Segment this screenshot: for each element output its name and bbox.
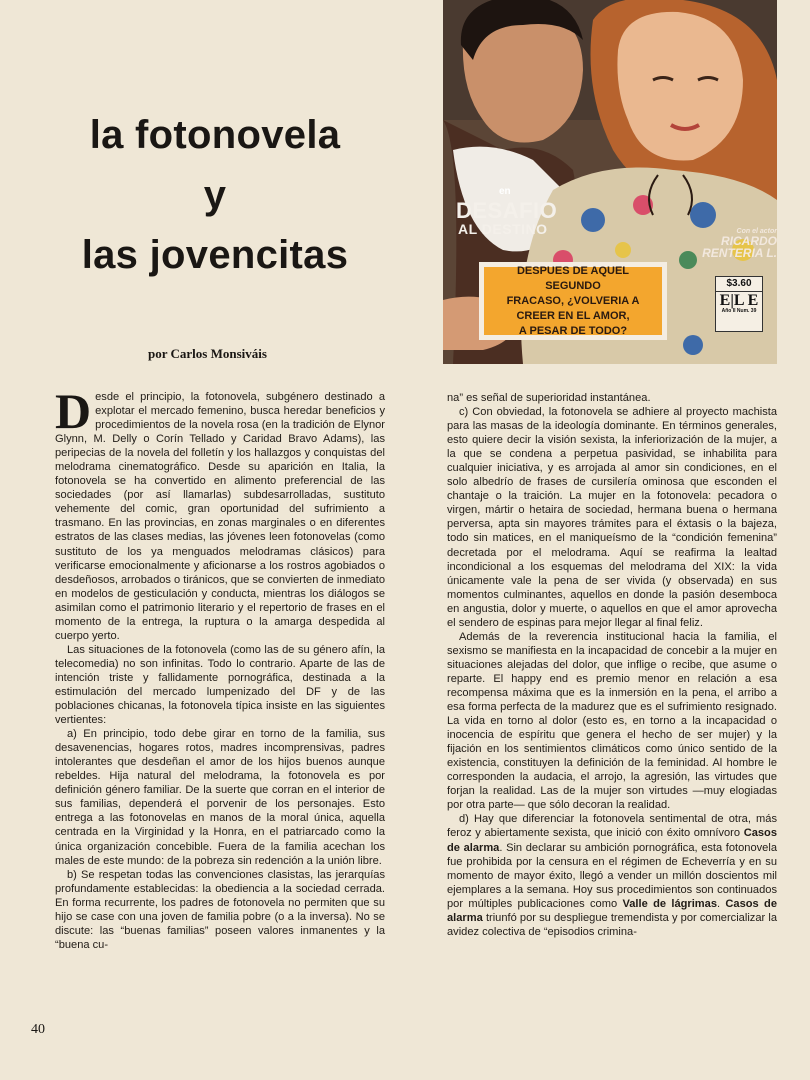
- magazine-title: Casos de alarma: [447, 897, 777, 924]
- paragraph: [447, 812, 777, 938]
- magazine-title: Casos de alarma: [447, 827, 777, 854]
- paragraph: c) Con obviedad, la fotonovela se adhiere al proyecto machista para las masas de la ideología dominante. En términos generales, esto quiere decir la visión sexista, la inferiorización de la mujer, a la que se condena a perpetua pasividad, se inhabilita para cualquier iniciativa, y es arrojada al amor sin condiciones, en el solo albedrío de frases de cursilería ominosa que esconden el chantaje o la traición. La mujer en la fotonovela: pecadora o virgen, mártir o hetaira de sociedad, hermana buena o hermana perversa, apta sin mayores trámites para el éxtasis o la bajeza, todo sin matices, en el maniqueísmo de la “condición femenina” decretada por el melodrama. Aquí se reafirma la lealtad incondicional a los esquemas del melodrama del XIX: la vida únicamente vale la pena de ser vivida (y observada) en sus momentos culminantes, aquellos en donde la pasión desemboca en angustia, dolor y muerte, o aquellos en que el amor aprovecha el sendero de espinas para mejor llegar al final feliz.: [447, 406, 777, 629]
- cover-issue-number: Año II Num. 39: [721, 308, 757, 314]
- paragraph: Las situaciones de la fotonovela (como las de su género afín, la telecomedia) no son infinitas. Todo lo contrario. Aparte de las de intención triste y fallidamente pornográfica, destinada a la estimulación del mercado lumpenizado del DF y de las poblaciones chicanas, la fotonovela típica insiste en las siguientes vertientes:: [55, 643, 385, 727]
- fotonovela-cover-image: [443, 0, 777, 364]
- page-number: 40: [31, 1022, 45, 1037]
- magazine-title: Valle de lágrimas: [622, 897, 717, 910]
- cover-teaser-line: DESPUES DE AQUEL SEGUNDO: [516, 264, 630, 292]
- cover-en-label: en: [499, 186, 511, 197]
- title-line-1: la fotonovela: [89, 113, 341, 157]
- paragraph-text: .: [717, 897, 726, 910]
- cover-author-line-1: Con el actor: [736, 228, 777, 235]
- cover-teaser-line: FRACASO, ¿VOLVERIA A: [506, 294, 640, 307]
- title-line-3: las jovencitas: [81, 233, 349, 277]
- paragraph: Además de la reverencia institucional hacia la familia, el sexismo se manifiesta en la incapacidad de concebir a la mujer en situaciones alejadas del dolor, que inflige o recibe, que asume o reparte. El happy end es premio menor en relación a esa recompensa máxima que es la inmersión en la pena, el arribo a esa forma perfecta de la madurez que es el sufrimiento resignado. La vida en torno al dolor (esto es, en torno a la incapacidad o inocencia de espíritu que genera el hecho de ser mujer) y la fijación en los sentimientos climáticos como único sentido de la existencia, constituyen la definición de la feminidad. Al hombre le corresponden la audacia, el arrojo, la agresión, las virtudes que forjan la realidad. Las de la mujer son virtudes —muy elogiadas por otra parte— que sólo decoran la realidad.: [447, 630, 777, 812]
- paragraph: a) En principio, todo debe girar en torno de la familia, sus desavenencias, hogares rotos, madres incomprensivas, padres intolerantes que desdeñan el amor de los hijos buenos aunque rebeldes. Hija natural del melodrama, la fotonovela es por definición género familiar. De la suerte que corran en el interior de sus familias, dependerá el porvenir de los personajes. Esto entrega a las fotonovelas en manos de la moral única, aquella centrada en la Virginidad y la Honra, en el patriarcado como la única organización concebible. Fuera de la familia acechan los males de este mundo: de la pobreza sin redención a la unión libre.: [55, 728, 385, 867]
- article-title: [40, 105, 390, 285]
- cover-author-line-2: RICARDO RENTERIA L.: [702, 234, 777, 260]
- cover-teaser-box: [479, 262, 667, 340]
- cover-teaser-line: A PESAR DE TODO?: [518, 324, 628, 337]
- article-column-2: [447, 391, 777, 939]
- article-column-1: [55, 383, 385, 952]
- paragraph-text: d) Hay que diferenciar la fotonovela sentimental de otra, más feroz y abiertamente sexista, que inició con éxito omnívoro: [447, 813, 777, 840]
- paragraph-text: . Sin declarar su ambición pornográfica, esta fotonovela fue prohibida por la censura en el régimen de Echeverría y en su momento de mayor éxito, llegó a vender un millón doscientos mil ejemplares a la semana. Hoy sus procedimientos son continuados por múltiples publicaciones como: [447, 841, 777, 910]
- byline: por Carlos Monsiváis: [148, 346, 267, 361]
- cover-title: [456, 200, 557, 236]
- paragraph: [55, 383, 385, 643]
- cover-teaser-line: CREER EN EL AMOR,: [516, 309, 630, 322]
- cover-author: [685, 228, 777, 259]
- drop-cap: D: [55, 383, 92, 439]
- paragraph-text: esde el principio, la fotonovela, subgénero destinado a explotar el mercado femenino, busca heredar beneficios y procedimientos de la novela rosa (en la tradición de Elynor Glynn, M. Delly o Corín Tellado y Caridad Bravo Adams), las peripecias de la novela del folletín y los hallazgos y conquistas del melodrama cinematográfico. Desde su aparición en Italia, la fotonovela se ha convertido en alimento preferencial de las sociedades (por así llamarlas) subdesarrolladas, sustituto vehemente del comic, gran oportunidad del sufrimiento a trasmano. En las provincias, en zonas marginales o en diferentes estratos de las clases medias, las jóvenes leen fotonovelas (como sustituto de los ya menguados melodramas clásicos) para verificarse emocionalmente y aficionarse a los rostros agobiados o desdeñosos, arrobados o tiránicos, que se convierten de inmediato en modelos de gesticulación y conducta, mientras los diálogos se asimilan como el patrimonio literario y el repertorio de frases en el momento de la entrega, la ruptura o la amarga despedida al cuerpo yerto.: [55, 391, 385, 642]
- title-line-2: y: [203, 173, 227, 217]
- cover-title-line-2: AL DESTINO: [458, 221, 548, 237]
- cover-price: $3.60: [716, 277, 762, 292]
- paragraph-text: triunfó por su despliegue tremendista y por comercializar la avidez colectiva de “episodios crimina-: [447, 911, 777, 938]
- paragraph: na” es señal de superioridad instantánea.: [447, 392, 651, 404]
- paragraph: b) Se respetan todas las convenciones clasistas, las jerarquías profundamente establecidas: la obediencia a la sociedad cerrada. En forma recurrente, los padres de fotonovela no permiten que su hijo se case con una joven de familia pobre (o a la inversa). No se discute: las “buenas familias” poseen valores inmanentes y la “buena cu-: [55, 868, 385, 951]
- publisher-logo: E|L E: [719, 292, 759, 309]
- cover-title-line-1: DESAFIO: [456, 198, 558, 223]
- cover-price-badge: [715, 276, 763, 332]
